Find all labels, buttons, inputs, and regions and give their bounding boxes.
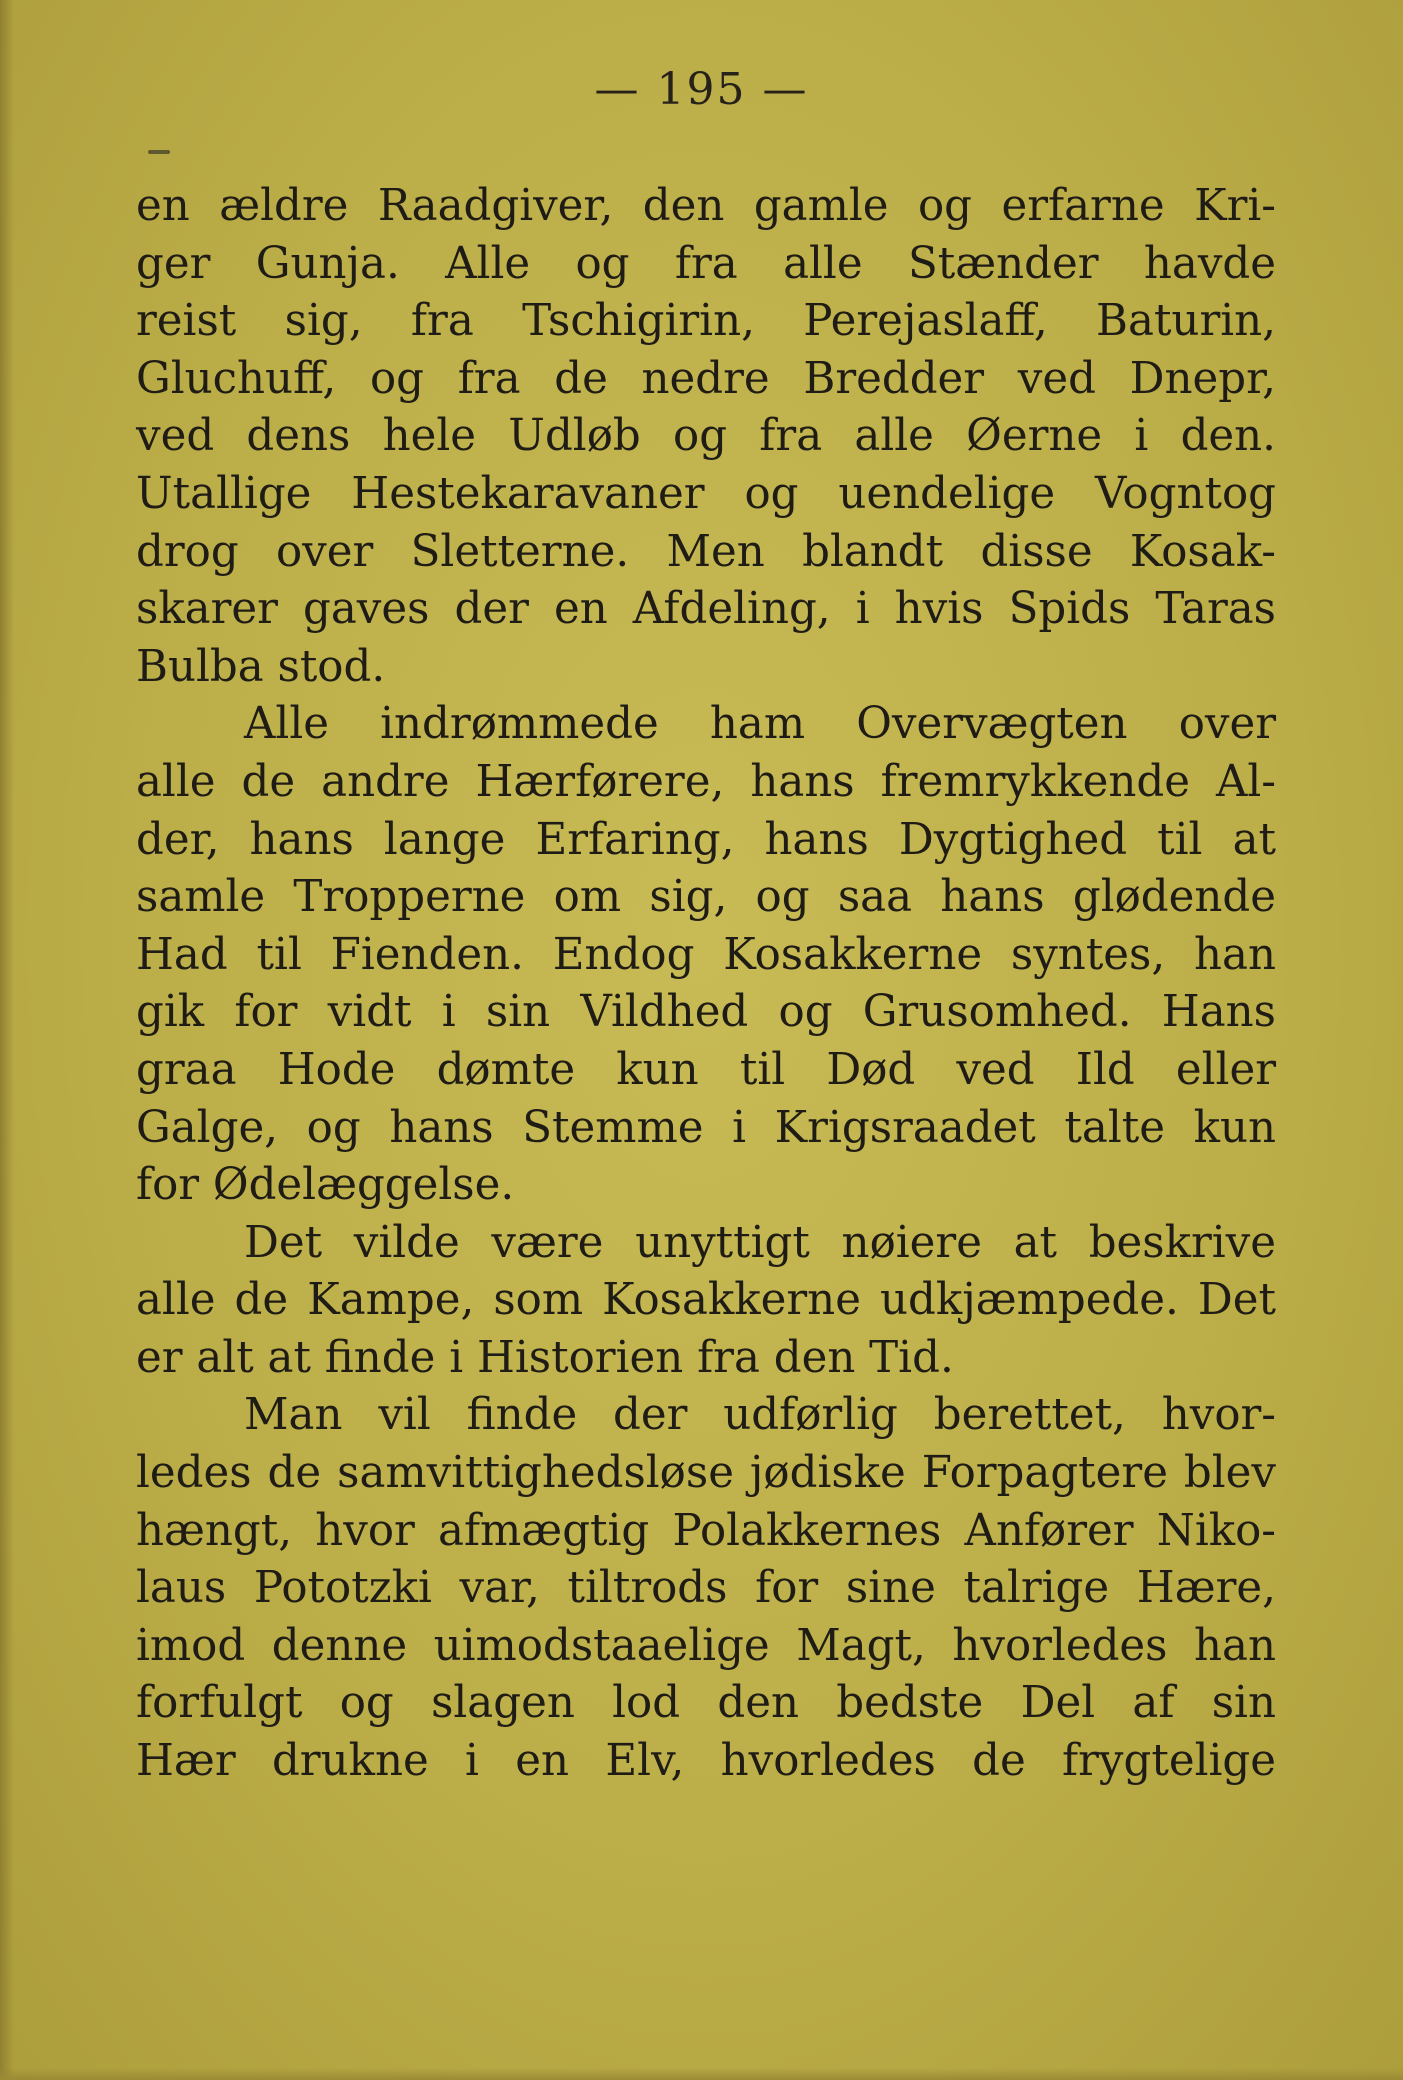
text-line: graa Hode dømte kun til Død ved Ild eller — [136, 1044, 1276, 1095]
text-line: laus Pototzki var, tiltrods for sine talrige Hære, — [136, 1563, 1276, 1614]
page-bottom-shadow — [0, 2068, 1403, 2080]
page-number: — 195 — — [594, 64, 809, 115]
text-line: imod denne uimodstaaelige Magt, hvorledes han — [136, 1620, 1276, 1671]
text-line: Man vil finde der udførlig berettet, hvor- — [244, 1390, 1276, 1441]
text-line: en ældre Raadgiver, den gamle og erfarne Kri- — [136, 181, 1276, 231]
text-line: Bulba stod. — [136, 641, 386, 692]
ink-smudge — [148, 150, 170, 154]
text-line: Gluchuff, og fra de nedre Bredder ved Dnepr, — [136, 353, 1276, 404]
page-edge-shadow — [0, 0, 14, 2080]
text-line: ved dens hele Udløb og fra alle Øerne i den. — [136, 411, 1276, 462]
text-line: ledes de samvittighedsløse jødiske Forpagtere blev — [136, 1448, 1276, 1499]
text-line: reist sig, fra Tschigirin, Perejaslaff, Baturin, — [136, 296, 1276, 347]
text-line: Alle indrømmede ham Overvægten over — [244, 699, 1276, 750]
text-line: hængt, hvor afmægtig Polakkernes Anfører Niko- — [136, 1505, 1276, 1556]
text-line: Hær drukne i en Elv, hvorledes de frygtelige — [136, 1736, 1276, 1787]
text-line: Det vilde være unyttigt nøiere at beskrive — [244, 1217, 1276, 1268]
text-line: Had til Fienden. Endog Kosakkerne syntes, han — [136, 929, 1276, 980]
text-line: ger Gunja. Alle og fra alle Stænder havde — [136, 238, 1276, 289]
text-line: alle de andre Hærførere, hans fremrykkende Al- — [136, 756, 1276, 807]
text-line: alle de Kampe, som Kosakkerne udkjæmpede. Det — [136, 1275, 1276, 1326]
text-line: Galge, og hans Stemme i Krigsraadet talte kun — [136, 1102, 1276, 1153]
text-line: er alt at finde i Historien fra den Tid. — [136, 1332, 954, 1383]
text-line: der, hans lange Erfaring, hans Dygtighed til at — [136, 814, 1276, 865]
text-line: gik for vidt i sin Vildhed og Grusomhed. Hans — [136, 987, 1276, 1038]
text-line: for Ødelæggelse. — [136, 1160, 515, 1211]
text-line: Utallige Hestekaravaner og uendelige Vogntog — [136, 468, 1276, 519]
text-line: forfulgt og slagen lod den bedste Del af sin — [136, 1678, 1276, 1729]
body-text — [136, 178, 1276, 1791]
text-line: samle Tropperne om sig, og saa hans glødende — [136, 872, 1276, 923]
text-line: skarer gaves der en Afdeling, i hvis Spids Taras — [136, 584, 1276, 635]
text-line: drog over Sletterne. Men blandt disse Kosak- — [136, 526, 1276, 577]
